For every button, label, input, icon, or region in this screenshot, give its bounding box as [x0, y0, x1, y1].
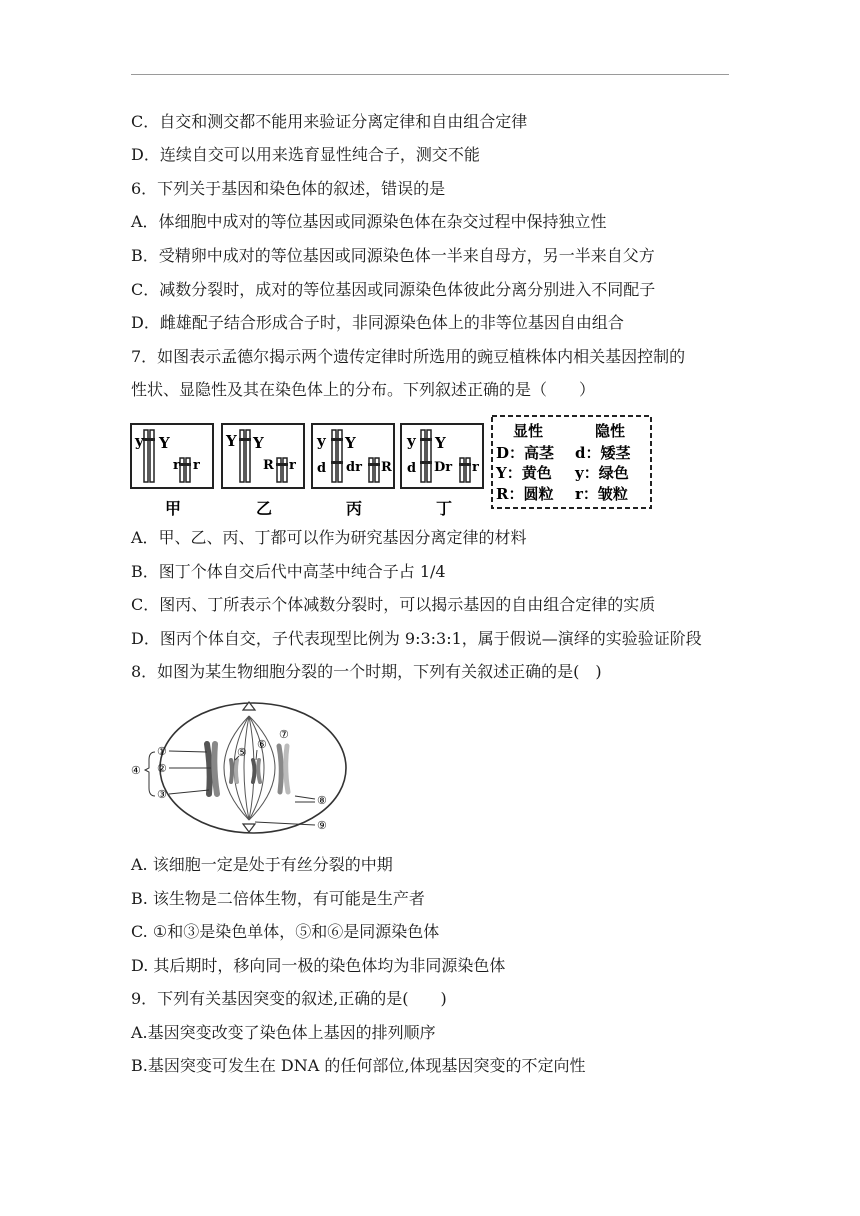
legend-dominant-trait: R：圆粒 — [496, 485, 554, 503]
q7-stem-line1: 7．如图表示孟德尔揭示两个遗传定律时所选用的豌豆植株体内相关基因控制的 — [131, 347, 686, 366]
gene-label: r — [173, 458, 180, 473]
label-6: ⑥ — [257, 738, 267, 751]
gene-label: Dr — [434, 460, 453, 475]
gene-label: d — [317, 461, 327, 476]
chromosome-small-6 — [253, 760, 260, 782]
centrosome-bottom — [243, 824, 255, 832]
q9-stem: 9．下列有关基因突变的叙述,正确的是( ) — [131, 989, 447, 1008]
label-7: ⑦ — [279, 728, 289, 741]
q6-option-c: C．减数分裂时，成对的等位基因或同源染色体彼此分离分别进入不同配子 — [131, 280, 656, 299]
q5-option-c: C．自交和测交都不能用来验证分离定律和自由组合定律 — [131, 112, 528, 131]
trait-legend — [492, 416, 651, 508]
q7-option-a: A．甲、乙、丙、丁都可以作为研究基因分离定律的材料 — [131, 528, 527, 547]
label-5: ⑤ — [237, 746, 247, 759]
q8-option-b: B. 该生物是二倍体生物，有可能是生产者 — [131, 889, 425, 908]
gene-label: y — [135, 432, 144, 450]
panel-caption: 乙 — [256, 499, 273, 518]
chromosome-large-dark — [207, 744, 217, 794]
q8-option-d: D. 其后期时，移向同一极的染色体均为非同源染色体 — [131, 956, 506, 975]
label-3: ③ — [157, 788, 167, 801]
panel-caption: 丙 — [346, 499, 363, 518]
gene-label: dr — [346, 460, 362, 475]
gene-label: Y — [226, 432, 237, 450]
gene-label: r — [472, 460, 479, 475]
panel-yi — [222, 424, 304, 518]
gene-label: r — [289, 458, 296, 473]
label-8: ⑧ — [317, 794, 327, 807]
q7-option-d: D．图丙个体自交，子代表现型比例为 9:3:3:1，属于假说—演绎的实验验证阶段 — [131, 629, 702, 648]
q6-option-b: B．受精卵中成对的等位基因或同源染色体一半来自母方，另一半来自父方 — [131, 246, 655, 265]
gene-label: R — [263, 458, 274, 473]
panel-bing — [312, 424, 394, 518]
legend-header-recessive: 隐性 — [595, 422, 626, 440]
header-rule — [131, 74, 729, 75]
q9-option-a: A.基因突变改变了染色体上基因的排列顺序 — [131, 1023, 436, 1042]
legend-recessive-trait: y：绿色 — [575, 464, 629, 482]
panel-caption: 甲 — [165, 499, 182, 518]
panel-ding — [401, 424, 483, 518]
label-9: ⑨ — [317, 819, 327, 832]
gene-label: R — [381, 460, 392, 475]
q5-option-d: D．连续自交可以用来选育显性纯合子，测交不能 — [131, 145, 480, 164]
q7-option-c: C．图丙、丁所表示个体减数分裂时，可以揭示基因的自由组合定律的实质 — [131, 595, 656, 614]
gene-label: Y — [345, 434, 356, 452]
chromosome-large-light — [279, 746, 288, 792]
q9-option-b: B.基因突变可发生在 DNA 的任何部位,体现基因突变的不定向性 — [131, 1056, 586, 1075]
q8-option-c: C. ①和③是染色单体，⑤和⑥是同源染色体 — [131, 922, 440, 941]
figure-7 — [129, 414, 657, 522]
q7-stem-line2: 性状、显隐性及其在染色体上的分布。下列叙述正确的是（ ） — [131, 380, 596, 399]
legend-recessive-trait: r：皱粒 — [575, 485, 628, 503]
legend-recessive-trait: d：矮茎 — [575, 444, 631, 462]
gene-label: Y — [253, 434, 264, 452]
q6-option-a: A．体细胞中成对的等位基因或同源染色体在杂交过程中保持独立性 — [131, 212, 607, 231]
label-1: ① — [157, 745, 167, 758]
gene-label: y — [317, 432, 326, 450]
gene-label: r — [193, 458, 200, 473]
gene-label: y — [407, 432, 416, 450]
legend-dominant-trait: D：高茎 — [496, 444, 555, 462]
gene-label: Y — [159, 434, 170, 452]
panel-caption: 丁 — [436, 499, 453, 518]
legend-header-dominant: 显性 — [513, 422, 544, 440]
panel-jia — [131, 424, 213, 518]
legend-dominant-trait: Y：黄色 — [496, 464, 552, 482]
q6-option-d: D．雌雄配子结合形成合子时，非同源染色体上的非等位基因自由组合 — [131, 313, 624, 332]
q6-stem: 6．下列关于基因和染色体的叙述，错误的是 — [131, 179, 446, 198]
figure-8 — [129, 698, 349, 842]
gene-label: d — [407, 461, 417, 476]
gene-label: Y — [435, 434, 446, 452]
label-4: ④ — [131, 764, 141, 777]
q8-stem: 8．如图为某生物细胞分裂的一个时期，下列有关叙述正确的是( ) — [131, 662, 602, 681]
label-2: ② — [157, 762, 167, 775]
q8-option-a: A. 该细胞一定是处于有丝分裂的中期 — [131, 855, 393, 874]
q7-option-b: B．图丁个体自交后代中高茎中纯合子占 1/4 — [131, 562, 446, 581]
